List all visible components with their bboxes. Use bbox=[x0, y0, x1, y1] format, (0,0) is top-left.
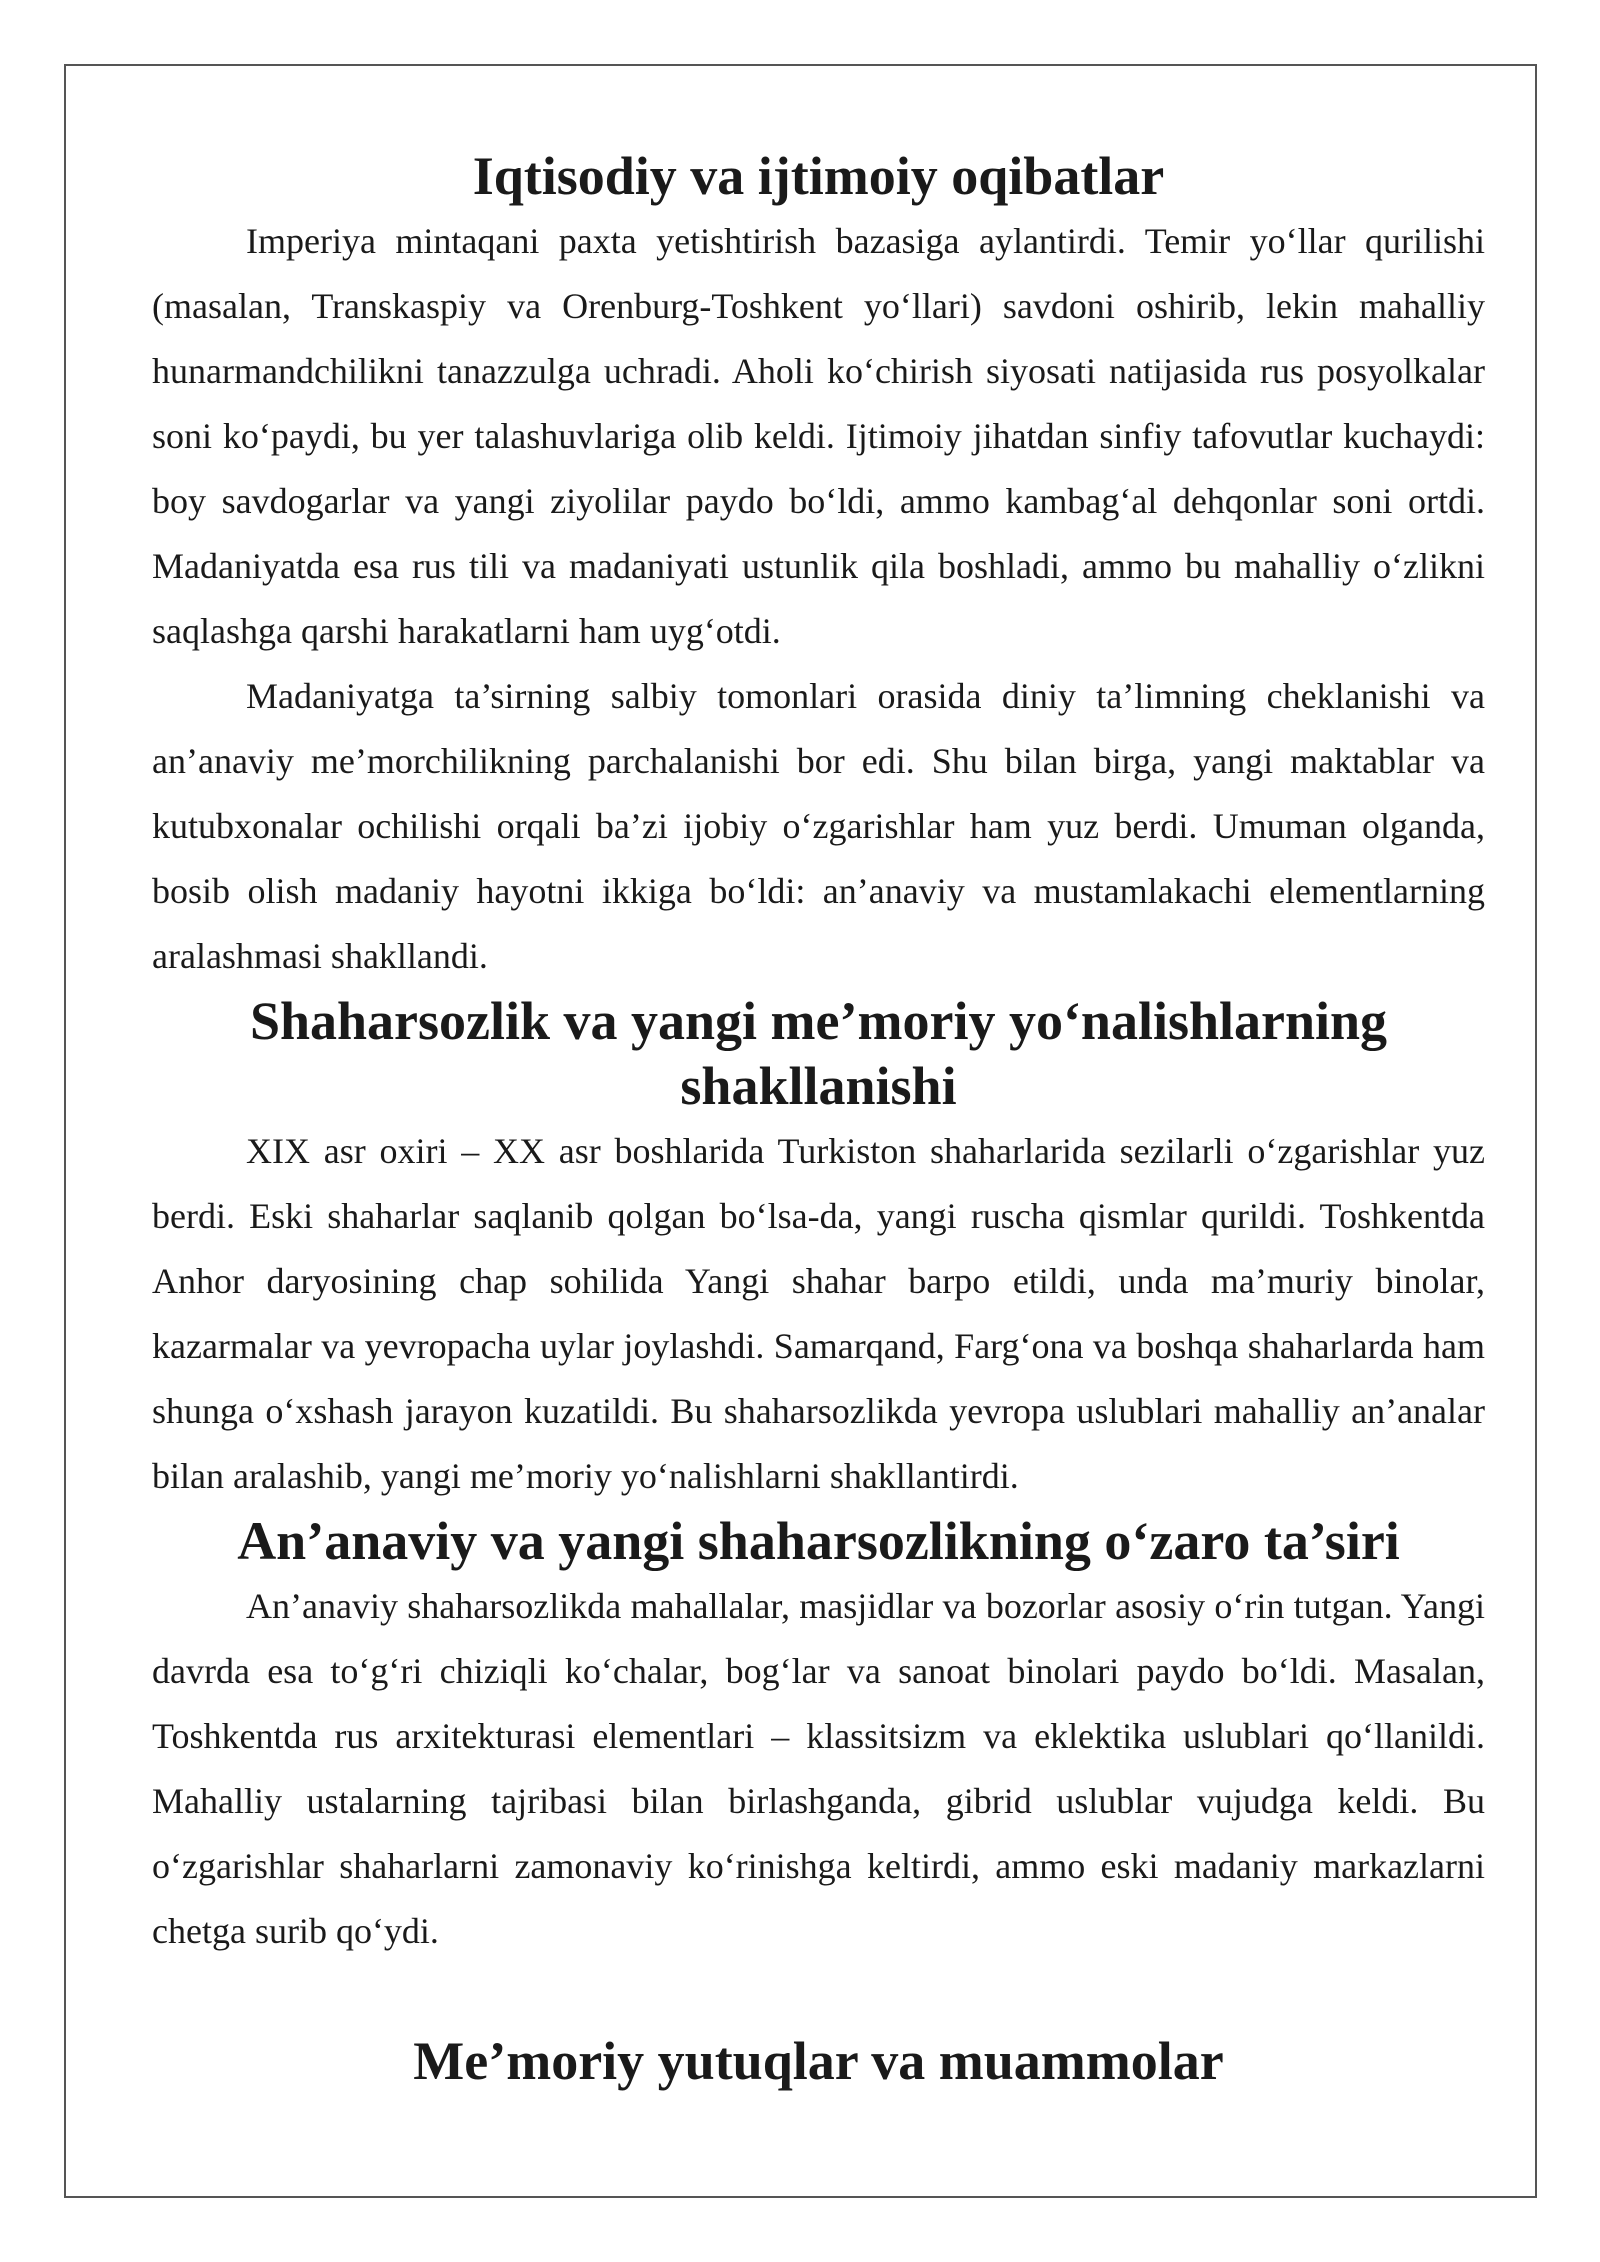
section-heading: Iqtisodiy va ijtimoiy oqibatlar bbox=[472, 146, 1165, 206]
paragraph: An’anaviy shaharsozlikda mahallalar, masjidlar va bozorlar asosiy o‘rin tutgan. Yangi davrda esa to‘g‘ri chiziqli ko‘chalar, bog‘lar va sanoat binolari paydo bo‘ldi. Masalan, Toshkentda rus arxitekturasi elementlari – klassitsizm va eklektika uslublari qo‘llanildi. Mahalliy ustalarning tajribasi bilan birlashganda, gibrid uslublar vujudga keldi. Bu o‘zgarishlar shaharlarni zamonaviy ko‘rinishga keltirdi, ammo eski madaniy markazlarni chetga surib qo‘ydi. bbox=[152, 1586, 1485, 1951]
paragraph: Imperiya mintaqani paxta yetishtirish bazasiga aylantirdi. Temir yo‘llar qurilishi (masalan, Transkaspiy va Orenburg-Toshkent yo‘llari) savdoni oshirib, lekin mahalliy hunarmandchilikni tanazzulga uchradi. Aholi ko‘chirish siyosati natijasida rus posyolkalar soni ko‘paydi, bu yer talashuvlariga olib keldi. Ijtimoiy jihatdan sinfiy tafovutlar kuchaydi: boy savdogarlar va yangi ziyolilar paydo bo‘ldi, ammo kambag‘al dehqonlar soni ortdi. Madaniyatda esa rus tili va madaniyati ustunlik qila boshladi, ammo bu mahalliy o‘zlikni saqlashga qarshi harakatlarni ham uyg‘otdi. bbox=[152, 221, 1485, 651]
paragraph: Madaniyatga ta’sirning salbiy tomonlari orasida diniy ta’limning cheklanishi va an’anaviy me’morchilikning parchalanishi bor edi. Shu bilan birga, yangi maktablar va kutubxonalar ochilishi orqali ba’zi ijobiy o‘zgarishlar ham yuz berdi. Umuman olganda, bosib olish madaniy hayotni ikkiga bo‘ldi: an’anaviy va mustamlakachi elementlarning aralashmasi shakllandi. bbox=[152, 676, 1485, 976]
section-heading: An’anaviy va yangi shaharsozlikning o‘zaro ta’siri bbox=[237, 1511, 1400, 1571]
blank-line bbox=[152, 1964, 1485, 2029]
section-heading: Shaharsozlik va yangi me’moriy yo‘nalishlarning shakllanishi bbox=[249, 991, 1388, 1116]
document-body bbox=[152, 144, 1485, 2094]
paragraph: XIX asr oxiri – XX asr boshlarida Turkiston shaharlarida sezilarli o‘zgarishlar yuz berdi. Eski shaharlar saqlanib qolgan bo‘lsa-da, yangi ruscha qismlar qurildi. Toshkentda Anhor daryosining chap sohilida Yangi shahar barpo etildi, unda ma’muriy binolar, kazarmalar va yevropacha uylar joylashdi. Samarqand, Farg‘ona va boshqa shaharlarda ham shunga o‘xshash jarayon kuzatildi. Bu shaharsozlikda yevropa uslublari mahalliy an’analar bilan aralashib, yangi me’moriy yo‘nalishlarni shakllantirdi. bbox=[152, 1131, 1485, 1496]
section-heading: Me’moriy yutuqlar va muammolar bbox=[413, 2031, 1224, 2091]
